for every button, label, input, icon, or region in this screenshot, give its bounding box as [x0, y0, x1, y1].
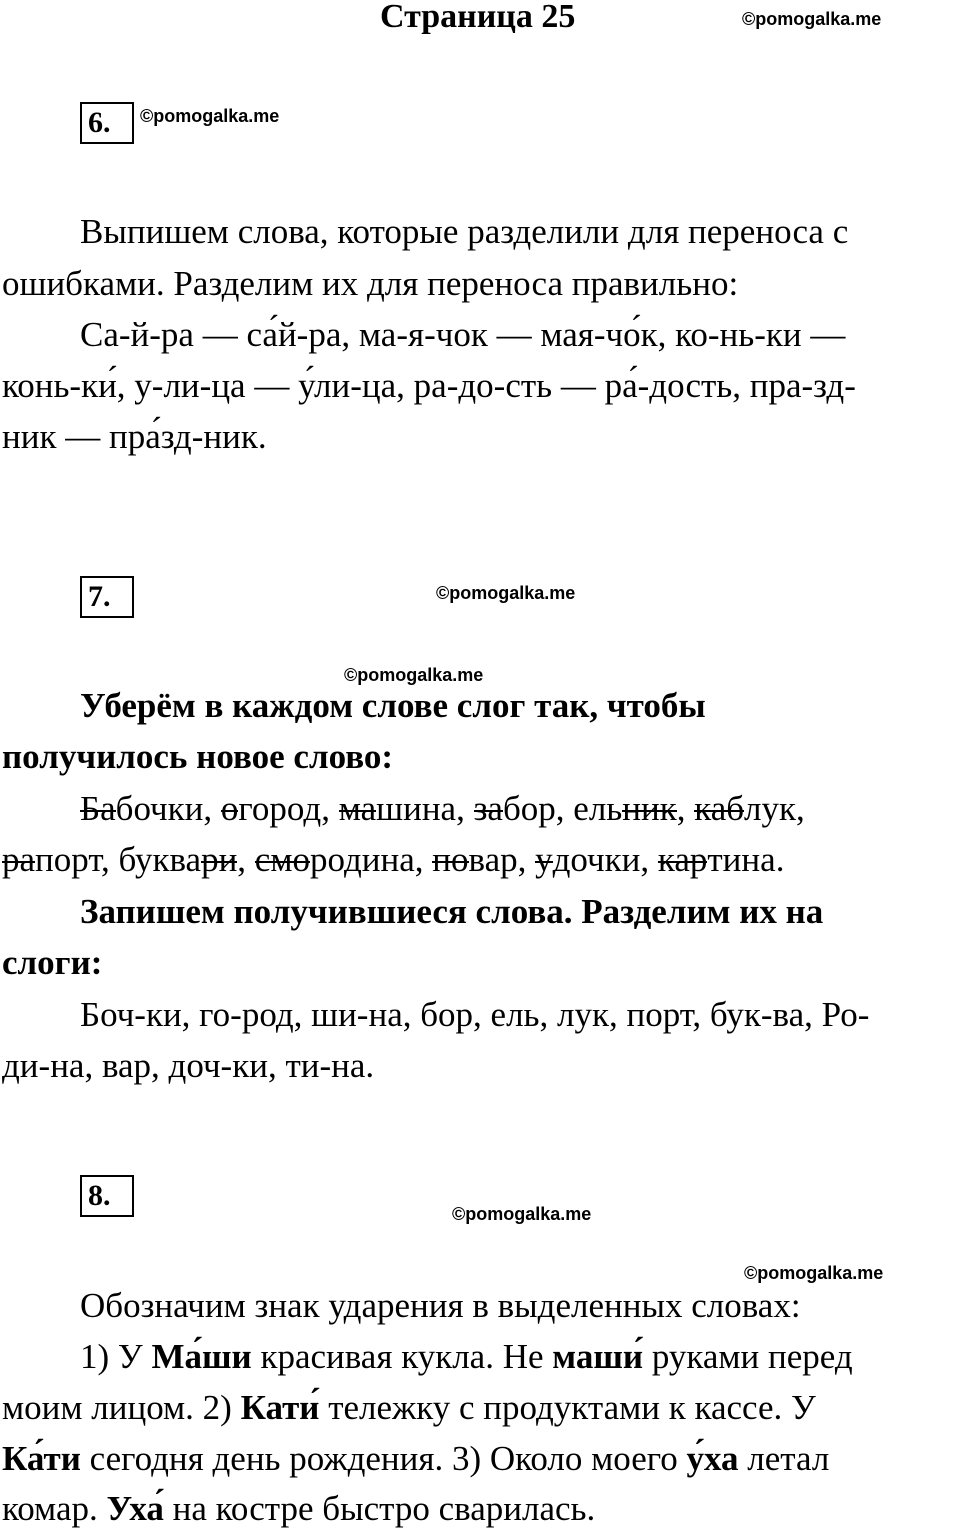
task8-line2: моим лицом. 2) Кати́ тележку с продуктами к кассе. У	[2, 1388, 816, 1427]
word: Бабочки	[80, 789, 204, 828]
task7-words-line1: Бабочки, огород, машина, забор, ельник, каблук,	[80, 789, 805, 828]
highlighted-word: Кати́	[240, 1388, 320, 1427]
word: машина	[338, 789, 457, 828]
task8-line4: комар. Уха́ на костре быстро сварилась.	[2, 1489, 596, 1528]
highlighted-word: маши́	[552, 1337, 644, 1376]
task8-line1: 1) У Ма́ши красивая кукла. Не маши́ руками перед	[80, 1337, 853, 1376]
task7-heading1: Уберём в каждом слове слог так, чтобы	[80, 686, 706, 725]
struck-syllable: Ба	[80, 789, 116, 828]
watermark: ©pomogalka.me	[140, 106, 280, 126]
highlighted-word: Уха́	[106, 1489, 164, 1528]
task8-intro: Обозначим знак ударения в выделенных словах:	[80, 1286, 801, 1325]
struck-syllable: у	[535, 840, 553, 879]
task6-line5: ник — пра́зд-ник.	[2, 417, 267, 456]
word: картина	[657, 840, 776, 879]
struck-syllable: смо	[254, 840, 310, 879]
task8-line3: Ка́ти сегодня день рождения. 3) Около моего у́ха летал	[2, 1439, 830, 1478]
struck-syllable: ра	[2, 840, 36, 879]
task-number-7: 7.	[80, 576, 134, 618]
struck-syllable: ник	[622, 789, 677, 828]
task7-words-line2: рапорт, буквари, смородина, повар, удочки, картина.	[2, 840, 785, 879]
word: буквари	[118, 840, 238, 879]
struck-syllable: кар	[657, 840, 708, 879]
task6-line2: ошибками. Разделим их для переноса правильно:	[2, 264, 739, 303]
struck-syllable: каб	[694, 789, 745, 828]
word: повар	[432, 840, 518, 879]
task7-answer2: ди-на, вар, доч-ки, ти-на.	[2, 1046, 375, 1085]
struck-syllable: по	[432, 840, 469, 879]
word: смородина	[254, 840, 415, 879]
word: рапорт	[2, 840, 101, 879]
struck-syllable: ма	[338, 789, 377, 828]
watermark: ©pomogalka.me	[452, 1204, 592, 1224]
struck-syllable: о	[220, 789, 239, 828]
task7-answer1: Боч-ки, го-род, ши-на, бор, ель, лук, порт, бук-ва, Ро-	[80, 995, 870, 1034]
watermark: ©pomogalka.me	[744, 1263, 884, 1283]
page-title: Страница 25	[380, 0, 576, 35]
highlighted-word: Ма́ши	[151, 1337, 252, 1376]
highlighted-word: Ка́ти	[2, 1439, 81, 1478]
struck-syllable: ри	[201, 840, 238, 879]
task6-line1: Выпишем слова, которые разделили для переноса с	[80, 212, 849, 251]
word: каблук	[694, 789, 797, 828]
word: ельник	[573, 789, 677, 828]
task-number-6: 6.	[80, 102, 134, 144]
task7-heading2: получилось новое слово:	[2, 737, 394, 776]
task6-line4: конь-ки́, у-ли-ца — у́ли-ца, ра-до-сть — ра́-дость, пра-зд-	[2, 366, 856, 405]
task7-heading3: Запишем получившиеся слова. Разделим их на	[80, 892, 824, 931]
word: огород	[220, 789, 322, 828]
word: забор	[473, 789, 556, 828]
task-number-8: 8.	[80, 1175, 134, 1217]
struck-syllable: за	[473, 789, 503, 828]
word: удочки	[535, 840, 641, 879]
task6-line3: Са-й-ра — са́й-ра, ма-я-чок — мая-чо́к, ко-нь-ки —	[80, 315, 846, 354]
watermark: ©pomogalka.me	[436, 583, 576, 603]
watermark: ©pomogalka.me	[344, 665, 484, 685]
task7-heading4: слоги:	[2, 943, 103, 982]
highlighted-word: у́ха	[686, 1439, 739, 1478]
watermark: ©pomogalka.me	[742, 9, 882, 29]
